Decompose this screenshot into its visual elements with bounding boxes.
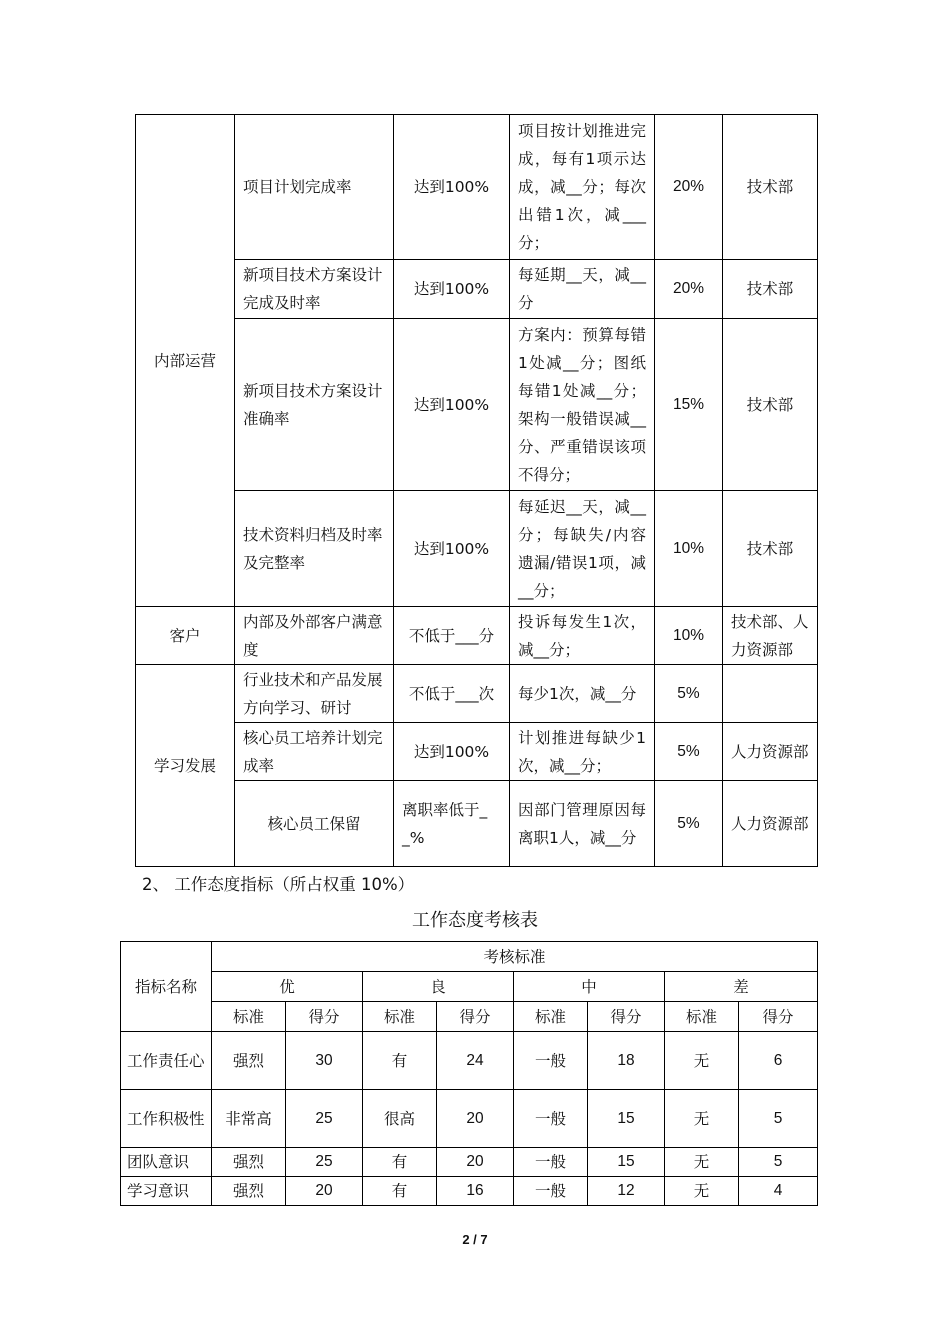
table-header-row: [121, 972, 818, 1002]
group-cell: 学习发展: [136, 665, 235, 867]
table-row: [136, 319, 818, 491]
table-row: [136, 491, 818, 607]
table-header-row: [121, 1002, 818, 1032]
standard-cell: 一般: [514, 1148, 588, 1177]
target-cell: 达到100%: [394, 319, 510, 491]
sub-header-standard: 标准: [212, 1002, 286, 1032]
score-cell: 15: [588, 1148, 665, 1177]
rule-cell: 项目按计划推进完成，每有1项示达成，减__分；每次出错1次，减___分；: [510, 115, 655, 260]
sub-header-standard: 标准: [363, 1002, 437, 1032]
rule-cell: 因部门管理原因每离职1人，减__分: [510, 781, 655, 867]
standard-cell: 强烈: [212, 1148, 286, 1177]
table-row: [136, 260, 818, 319]
score-cell: 6: [739, 1032, 818, 1090]
standard-cell: 非常高: [212, 1090, 286, 1148]
standard-cell: 有: [363, 1148, 437, 1177]
standard-cell: 一般: [514, 1090, 588, 1148]
table-row: [136, 665, 818, 723]
score-cell: 24: [437, 1032, 514, 1090]
sub-header-score: 得分: [286, 1002, 363, 1032]
header-indicator-name: 指标名称: [121, 942, 212, 1032]
department-cell: 技术部: [723, 491, 818, 607]
score-cell: 16: [437, 1177, 514, 1206]
weight-cell: 10%: [655, 491, 723, 607]
weight-cell: 20%: [655, 260, 723, 319]
target-cell: 达到100%: [394, 115, 510, 260]
score-cell: 25: [286, 1090, 363, 1148]
row-name: 工作积极性: [121, 1090, 212, 1148]
sub-header-score: 得分: [588, 1002, 665, 1032]
target-cell: 离职率低于__%: [394, 781, 510, 867]
target-cell: 达到100%: [394, 491, 510, 607]
weight-cell: 15%: [655, 319, 723, 491]
score-cell: 20: [437, 1090, 514, 1148]
score-cell: 12: [588, 1177, 665, 1206]
standard-cell: 强烈: [212, 1032, 286, 1090]
score-cell: 5: [739, 1148, 818, 1177]
score-cell: 30: [286, 1032, 363, 1090]
weight-cell: 20%: [655, 115, 723, 260]
table-caption: 工作态度考核表: [412, 910, 538, 931]
group-cell: 客户: [136, 607, 235, 665]
standard-cell: 一般: [514, 1177, 588, 1206]
indicator-cell: 技术资料归档及时率及完整率: [235, 491, 394, 607]
table-row: [121, 1090, 818, 1148]
table-row: [136, 781, 818, 867]
target-cell: 达到100%: [394, 260, 510, 319]
target-cell: 达到100%: [394, 723, 510, 781]
rule-cell: 每延迟__天，减__分；每缺失/内容遗漏/错误1项，减__分；: [510, 491, 655, 607]
rule-cell: 投诉每发生1次，减__分；: [510, 607, 655, 665]
sub-header-score: 得分: [437, 1002, 514, 1032]
department-cell: 技术部: [723, 260, 818, 319]
indicator-cell: 新项目技术方案设计完成及时率: [235, 260, 394, 319]
row-name: 学习意识: [121, 1177, 212, 1206]
kpi-table: [135, 114, 818, 867]
weight-cell: 5%: [655, 665, 723, 723]
weight-cell: 5%: [655, 781, 723, 867]
department-cell: 技术部: [723, 319, 818, 491]
department-cell: [723, 665, 818, 723]
rule-cell: 计划推进每缺少1次，减__分；: [510, 723, 655, 781]
department-cell: 技术部、人力资源部: [723, 607, 818, 665]
table-row: [121, 1032, 818, 1090]
table-row: [136, 607, 818, 665]
row-name: 工作责任心: [121, 1032, 212, 1090]
table-row: [136, 723, 818, 781]
rule-cell: 每少1次，减__分: [510, 665, 655, 723]
standard-cell: 无: [665, 1148, 739, 1177]
page-number: 2 / 7: [462, 1232, 488, 1247]
level-header: 良: [363, 972, 514, 1002]
weight-cell: 10%: [655, 607, 723, 665]
table-row: [136, 115, 818, 260]
standard-cell: 无: [665, 1032, 739, 1090]
score-cell: 4: [739, 1177, 818, 1206]
table-row: [121, 1148, 818, 1177]
sub-header-score: 得分: [739, 1002, 818, 1032]
score-cell: 25: [286, 1148, 363, 1177]
score-cell: 20: [286, 1177, 363, 1206]
target-cell: 不低于___次: [394, 665, 510, 723]
indicator-cell: 行业技术和产品发展方向学习、研讨: [235, 665, 394, 723]
rule-cell: 方案内：预算每错1处减__分；图纸每错1处减__分；架构一般错误减__分、严重错误该项不得分；: [510, 319, 655, 491]
section-heading: 2、 工作态度指标（所占权重 10%）: [142, 875, 415, 894]
table-header-row: [121, 942, 818, 972]
sub-header-standard: 标准: [665, 1002, 739, 1032]
standard-cell: 有: [363, 1032, 437, 1090]
standard-cell: 强烈: [212, 1177, 286, 1206]
department-cell: 技术部: [723, 115, 818, 260]
attitude-table: [120, 941, 818, 1206]
indicator-cell: 新项目技术方案设计准确率: [235, 319, 394, 491]
table-row: [121, 1177, 818, 1206]
rule-cell: 每延期__天，减__分: [510, 260, 655, 319]
score-cell: 18: [588, 1032, 665, 1090]
indicator-cell: 核心员工培养计划完成率: [235, 723, 394, 781]
department-cell: 人力资源部: [723, 723, 818, 781]
target-cell: 不低于___分: [394, 607, 510, 665]
sub-header-standard: 标准: [514, 1002, 588, 1032]
score-cell: 15: [588, 1090, 665, 1148]
standard-cell: 无: [665, 1090, 739, 1148]
indicator-cell: 核心员工保留: [235, 781, 394, 867]
level-header: 中: [514, 972, 665, 1002]
header-standard: 考核标准: [212, 942, 818, 972]
level-header: 优: [212, 972, 363, 1002]
weight-cell: 5%: [655, 723, 723, 781]
indicator-cell: 内部及外部客户满意度: [235, 607, 394, 665]
standard-cell: 一般: [514, 1032, 588, 1090]
score-cell: 5: [739, 1090, 818, 1148]
score-cell: 20: [437, 1148, 514, 1177]
standard-cell: 无: [665, 1177, 739, 1206]
standard-cell: 有: [363, 1177, 437, 1206]
indicator-cell: 项目计划完成率: [235, 115, 394, 260]
level-header: 差: [665, 972, 818, 1002]
department-cell: 人力资源部: [723, 781, 818, 867]
row-name: 团队意识: [121, 1148, 212, 1177]
group-cell: 内部运营: [136, 115, 235, 607]
standard-cell: 很高: [363, 1090, 437, 1148]
